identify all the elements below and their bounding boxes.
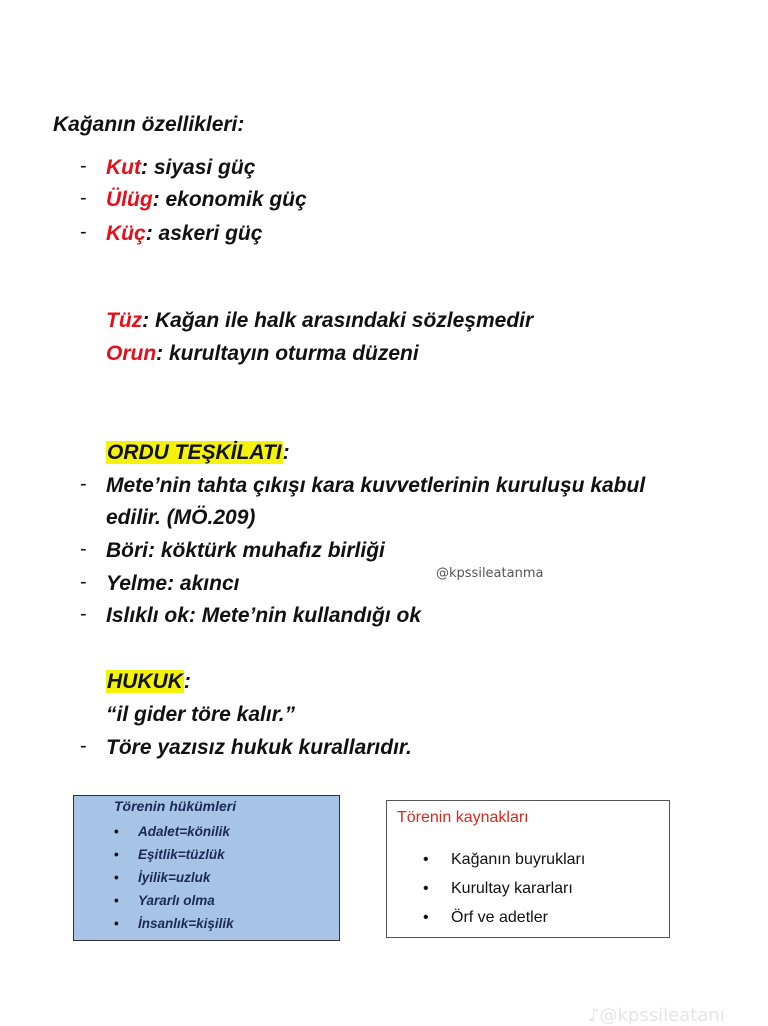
list-item	[106, 221, 262, 247]
term-description: : siyasi güç	[141, 156, 256, 179]
term-description: : Kağan ile halk arasındaki sözleşmedir	[142, 309, 534, 332]
definition-line	[106, 341, 419, 367]
list-item	[106, 155, 255, 181]
item-label: İyilik=uzluk	[138, 870, 211, 885]
list-item	[112, 912, 234, 935]
dash-bullet: -	[80, 538, 87, 560]
highlighted-title: ORDU TEŞKİLATI	[107, 441, 282, 464]
term-label: Ülüg	[106, 188, 153, 211]
dash-bullet: -	[80, 571, 87, 593]
law-quote: “il gider töre kalır.”	[106, 703, 296, 726]
list-item: Mete’nin tahta çıkışı kara kuvvetlerinin kuruluşu kabul	[106, 474, 646, 497]
tore-hukumleri-box	[73, 795, 340, 941]
section-title-law	[106, 669, 191, 695]
bullet-icon: •	[114, 916, 119, 931]
dash-bullet: -	[80, 221, 87, 243]
bullet-icon: •	[423, 909, 429, 926]
highlighted-title: HUKUK	[107, 670, 183, 693]
item-label: Örf ve adetler	[451, 909, 548, 926]
definition-line	[106, 308, 533, 334]
title-colon: :	[282, 441, 290, 464]
kaynak-list	[423, 845, 585, 932]
term-description: : askeri güç	[145, 222, 263, 245]
tiktok-watermark	[588, 1005, 725, 1026]
tiktok-icon: ♪	[588, 1005, 600, 1026]
bullet-icon: •	[423, 880, 429, 897]
term-label: Orun	[106, 342, 157, 365]
item-label: Adalet=könilik	[138, 824, 230, 839]
item-label: Kurultay kararları	[451, 880, 573, 897]
watermark-handle: @kpssileatanı	[599, 1005, 725, 1026]
section-title-army	[106, 440, 290, 466]
term-label: Kut	[106, 156, 141, 179]
hukum-list	[112, 820, 234, 935]
bullet-icon: •	[114, 893, 119, 908]
list-item: Töre yazısız hukuk kurallarıdır.	[106, 736, 412, 759]
heading-kagan: Kağanın özellikleri:	[53, 113, 245, 136]
title-colon: :	[183, 670, 191, 693]
term-description: : kurultayın oturma düzeni	[156, 342, 419, 365]
bullet-icon: •	[114, 870, 119, 885]
bullet-icon: •	[114, 824, 119, 839]
list-item	[112, 866, 234, 889]
term-label: Tüz	[106, 309, 143, 332]
dash-bullet: -	[80, 155, 87, 177]
bullet-icon: •	[114, 847, 119, 862]
list-item-continued: edilir. (MÖ.209)	[106, 506, 256, 529]
dash-bullet: -	[80, 187, 87, 209]
term-description: : ekonomik güç	[152, 188, 307, 211]
list-item	[106, 187, 307, 213]
term-label: Küç	[106, 222, 146, 245]
item-label: Yararlı olma	[138, 893, 215, 908]
list-item	[112, 843, 234, 866]
list-item	[112, 889, 234, 912]
box-title: Törenin hükümleri	[114, 798, 237, 814]
item-label: İnsanlık=kişilik	[138, 916, 234, 931]
tore-kaynaklari-box	[386, 800, 670, 938]
list-item: Böri: köktürk muhafız birliği	[106, 539, 385, 562]
item-label: Kağanın buyrukları	[451, 851, 586, 868]
dash-bullet: -	[80, 473, 87, 495]
list-item	[423, 874, 585, 903]
item-label: Eşitlik=tüzlük	[138, 847, 225, 862]
box-title: Törenin kaynakları	[397, 809, 529, 826]
list-item	[112, 820, 234, 843]
watermark-text: @kpssileatanma	[436, 566, 544, 581]
list-item: Islıklı ok: Mete’nin kullandığı ok	[106, 604, 422, 627]
list-item	[423, 845, 585, 874]
list-item	[423, 903, 585, 932]
bullet-icon: •	[423, 851, 429, 868]
dash-bullet: -	[80, 603, 87, 625]
list-item: Yelme: akıncı	[106, 572, 240, 595]
dash-bullet: -	[80, 735, 87, 757]
